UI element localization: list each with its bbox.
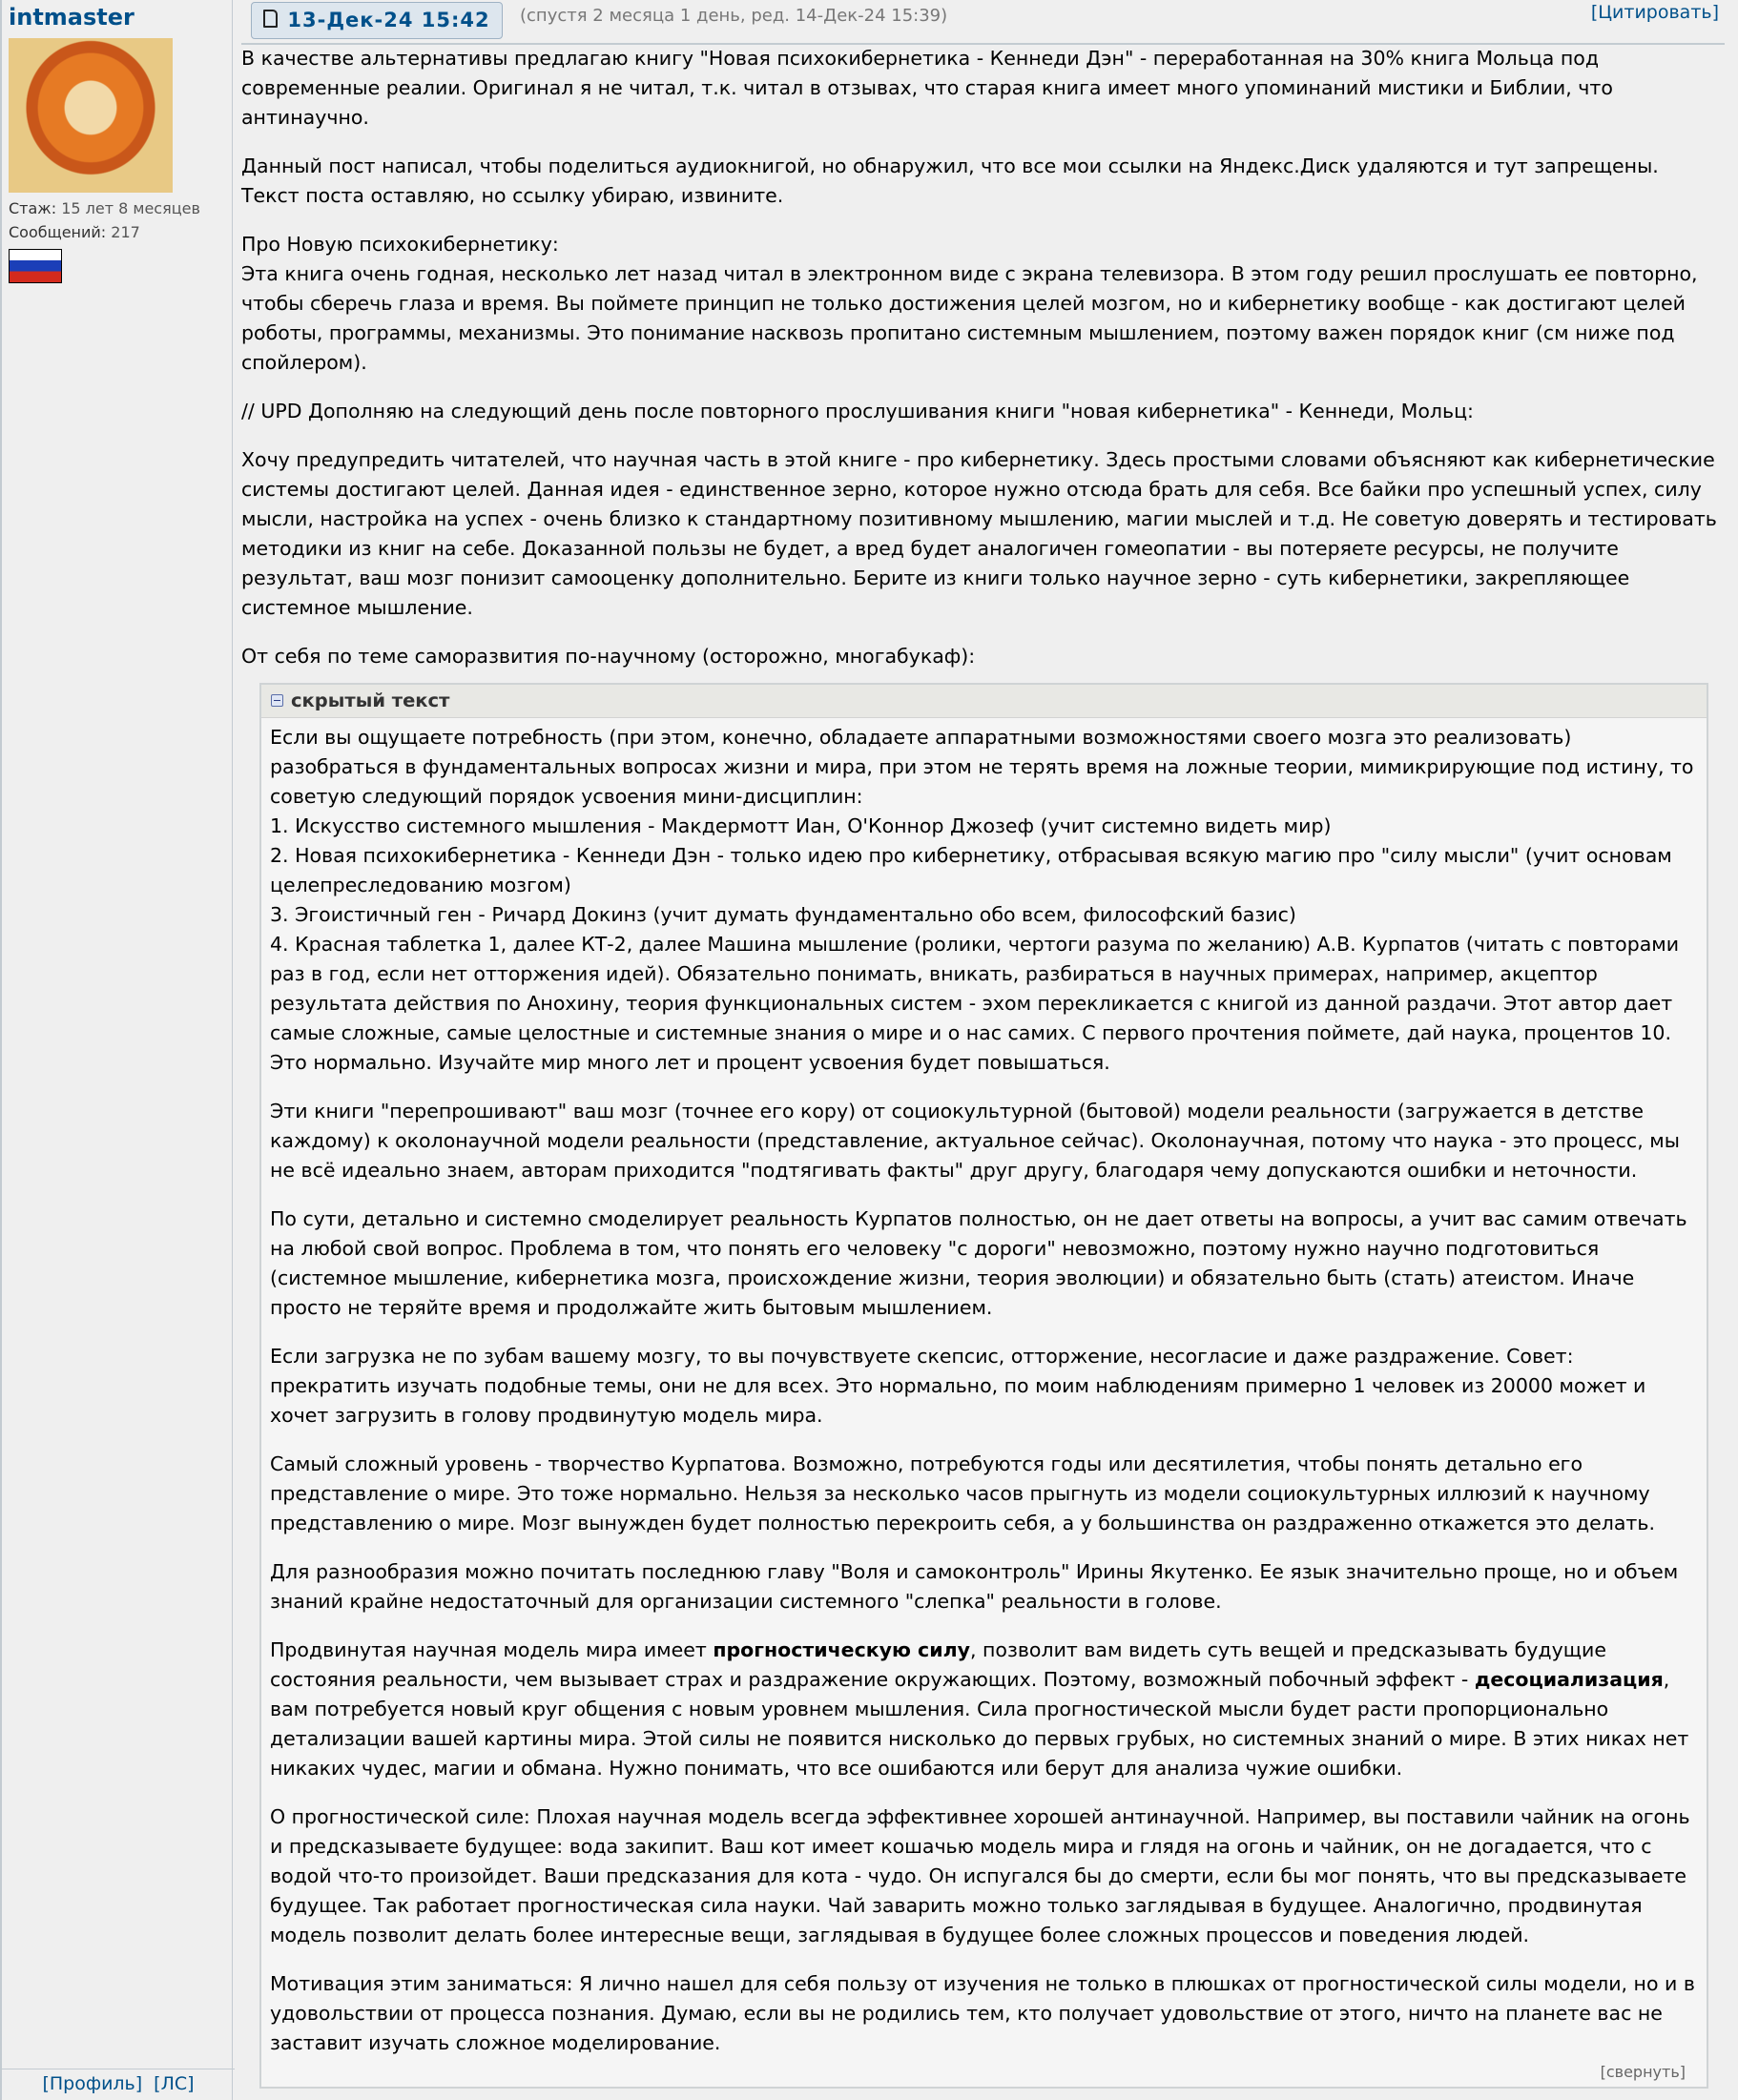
- spoiler-intro: [270, 723, 1699, 1078]
- paragraph: Мотивация этим заниматься: Я лично нашел для себя пользу от изучения не только в плюшках от прогностической силы модели, но и в удовольствии от процесса познания. Думаю, если вы не родились тем, кто получает удовольствие от этого, ничто на планете вас не заставит изучать сложное моделирование.: [270, 1972, 1695, 2054]
- paragraph: Данный пост написал, чтобы поделиться аудиокнигой, но обнаружил, что все мои ссылки на Яндекс.Диск удаляются и тут запрещены. Текст поста оставляю, но ссылку убираю, извините.: [241, 154, 1659, 207]
- author-posts: [9, 223, 140, 241]
- stage-value: 15 лет 8 месяцев: [61, 199, 200, 217]
- list-item: 4. Красная таблетка 1, далее КТ-2, далее Машина мышление (ролики, чертоги разума по желанию) А.В. Курпатов (читать с повторами раз в год, если нет отторжения идей). Обязательно понимать, вникать, разбираться в научных примерах, например, акцептор результата действия по Анохину, теория функциональных систем - эхом перекликается с книгой из данной раздачи. Этот автор дает самые сложные, самые целостные и системные знания о мире и о нас самих. С первого прочтения поймете, дай наука, процентов 10. Это нормально. Изучайте мир много лет и процент усвоения будет повышаться.: [270, 933, 1680, 1074]
- edit-info: (спустя 2 месяца 1 день, ред. 14-Дек-24 15:39): [520, 6, 948, 26]
- text: , вам потребуется новый круг общения с новым уровнем мышления. Сила прогностической мысли будет расти пропорционально детализации вашей картины мира. Этой силы не появится нисколько до первых грубых, но системных знаний о мире. В этих никах нет никаких чудес, магии и обмана. Нужно понимать, что все ошибаются или берут для анализа чужие ошибки.: [270, 1668, 1689, 1780]
- about-section: [241, 230, 1719, 378]
- post-header: [241, 0, 1725, 45]
- list-item: 3. Эгоистичный ген - Ричард Докинз (учит думать фундаментально обо всем, философский базис): [270, 903, 1296, 926]
- paragraph: В качестве альтернативы предлагаю книгу "Новая психокибернетика - Кеннеди Дэн" - переработанная на 30% книга Мольца под современные реалии. Оригинал я не читал, т.к. читал в отзывах, что старая книга имеет много упоминаний мистики и Библии, что антинаучно.: [241, 47, 1613, 129]
- list-item: 2. Новая психокибернетика - Кеннеди Дэн - только идею про кибернетику, отбрасывая всякую магию про "силу мысли" (учит основам целепреследованию мозгом): [270, 844, 1672, 896]
- paragraph: О прогностической силе: Плохая научная модель всегда эффективнее хорошей антинаучной. Например, вы поставили чайник на огонь и предсказываете будущее: вода закипит. Ваш кот имеет кошачью модель мира и глядя на огонь и чайник, он не догадается, что с водой что-то произойдет. Ваши предсказания для кота - чудо. Он испугался бы до смерти, если бы мог понять, что вы предсказываете будущее. Так работает прогностическая сила науки. Чай заварить можно только заглядывая в будущее. Аналогично, продвинутая модель позволит делать более интересные вещи, заглядывая в будущее более сложных процессов и поведения людей.: [270, 1805, 1690, 1946]
- paragraph: От себя по теме саморазвития по-научному (осторожно, многабукаф):: [241, 645, 976, 668]
- intro-text: Если вы ощущаете потребность (при этом, конечно, обладаете аппаратными возможностями своего мозга это реализовать) разобраться в фундаментальных вопросах жизни и мира, при этом не терять время на ложные теории, мимикрирующие под истину, то советую следующий порядок усвоения мини-дисциплин:: [270, 726, 1694, 808]
- about-text: Эта книга очень годная, несколько лет назад читал в электронном виде с экрана телевизора. В этом году решил прослушать ее повторно, чтобы сберечь глаза и время. Вы поймете принцип не только достижения целей мозгом, но и кибернетику вообще - как достигают целей роботы, программы, механизмы. Это понимание насквозь пропитано системным мышлением, поэтому важен порядок книг (см ниже под спойлером).: [241, 262, 1698, 374]
- author-sidebar: [0, 0, 233, 2100]
- profile-link[interactable]: [Профиль]: [42, 2073, 143, 2094]
- paragraph: Эти книги "перепрошивают" ваш мозг (точнее его кору) от социокультурной (бытовой) модели реальности (загружается в детстве каждому) к околонаучной модели реальности (представление, актуальное сейчас). Околонаучная, потому что наука - это процесс, мы не всё идеально знаем, авторам приходится "подтягивать факты" друг другу, благодаря чему допускаются ошибки и неточности.: [270, 1100, 1680, 1182]
- posts-value: 217: [111, 223, 140, 241]
- list-item: 1. Искусство системного мышления - Макдермотт Иан, О'Коннор Джозеф (учит системно видеть мир): [270, 814, 1332, 837]
- quote-button[interactable]: [Цитировать]: [1590, 2, 1719, 23]
- paragraph: Самый сложный уровень - творчество Курпатова. Возможно, потребуются годы или десятилетия, чтобы понять детально его представление о мире. Это тоже нормально. Нельзя за несколько часов прыгнуть из модели социокультурных иллюзий к научному представлению о мире. Мозг вынужден будет полностью перекроить себя, а у большинства он раздраженно откажется это делать.: [270, 1452, 1655, 1534]
- document-icon: [263, 10, 278, 28]
- paragraph: [270, 1636, 1699, 1783]
- paragraph: Хочу предупредить читателей, что научная часть в этой книге - про кибернетику. Здесь простыми словами объясняют как кибернетические системы достигают целей. Данная идея - единственное зерно, которое нужно отсюда брать для себя. Все байки про успешный успех, силу мысли, настройка на успех - очень близко к стандартному позитивному мышлению, магии мыслей и т.д. Не советую доверять и тестировать методики из книг на себе. Доказанной пользы не будет, а вред будет аналогичен гомеопатии - вы потеряете ресурсы, не получите результат, ваш мозг понизит самооценку дополнительно. Берите из книги только научное зерно - суть кибернетики, закрепляющее системное мышление.: [241, 448, 1717, 619]
- collapse-minus-icon: [271, 694, 283, 707]
- collapse-link[interactable]: [свернуть]: [1600, 2063, 1686, 2081]
- spoiler-toggle[interactable]: [261, 685, 1707, 718]
- about-title: Про Новую психокибернетику:: [241, 233, 559, 256]
- russia-flag-icon: [9, 249, 62, 283]
- posts-label: Сообщений:: [9, 223, 107, 241]
- paragraph: Если загрузка не по зубам вашему мозгу, то вы почувствуете скепсис, отторжение, несогласие и даже раздражение. Совет: прекратить изучать подобные темы, они не для всех. Это нормально, по моим наблюдениям примерно 1 человек из 20000 может и хочет загрузить в голову продвинутую модель мира.: [270, 1345, 1646, 1427]
- post-date: 13-Дек-24 15:42: [287, 9, 490, 31]
- bold-text: десоциализация: [1474, 1668, 1664, 1691]
- post-body: [241, 44, 1719, 2089]
- author-links: [2, 2069, 235, 2100]
- post-date-link[interactable]: [251, 2, 503, 39]
- author-nick[interactable]: intmaster: [9, 4, 134, 31]
- spoiler: [259, 683, 1708, 2089]
- spoiler-title: скрытый текст: [291, 690, 450, 711]
- stage-label: Стаж:: [9, 199, 57, 217]
- paragraph: Для разнообразия можно почитать последнюю главу "Воля и самоконтроль" Ирины Якутенко. Ее язык значительно проще, но и объем знаний крайне недостаточный для организации системного "слепка" реальности в голове.: [270, 1560, 1679, 1613]
- bold-text: прогностическую силу: [713, 1638, 970, 1661]
- text: Продвинутая научная модель мира имеет: [270, 1638, 714, 1661]
- spoiler-body: [261, 718, 1707, 2087]
- pm-link[interactable]: [ЛС]: [154, 2073, 195, 2094]
- author-stage: [9, 199, 200, 217]
- text: , позволит вам видеть суть вещей и предсказывать будущие состояния реальности, чем вызывает страх и раздражение окружающих. Поэтому, возможный побочный эффект -: [270, 1638, 1606, 1691]
- avatar: [9, 38, 173, 193]
- post: [234, 0, 1738, 2100]
- paragraph: По сути, детально и системно смоделирует реальность Курпатов полностью, он не дает ответы на вопросы, а учит вас самим отвечать на любой свой вопрос. Проблема в том, что понять его человеку "с дороги" невозможно, поэтому нужно научно подготовиться (системное мышление, кибернетика мозга, происхождение жизни, теория эволюции) и обязательно быть (стать) атеистом. Иначе просто не теряйте время и продолжайте жить бытовым мышлением.: [270, 1207, 1687, 1319]
- paragraph: // UPD Дополняю на следующий день после повторного прослушивания книги "новая кибернетика" - Кеннеди, Мольц:: [241, 400, 1474, 422]
